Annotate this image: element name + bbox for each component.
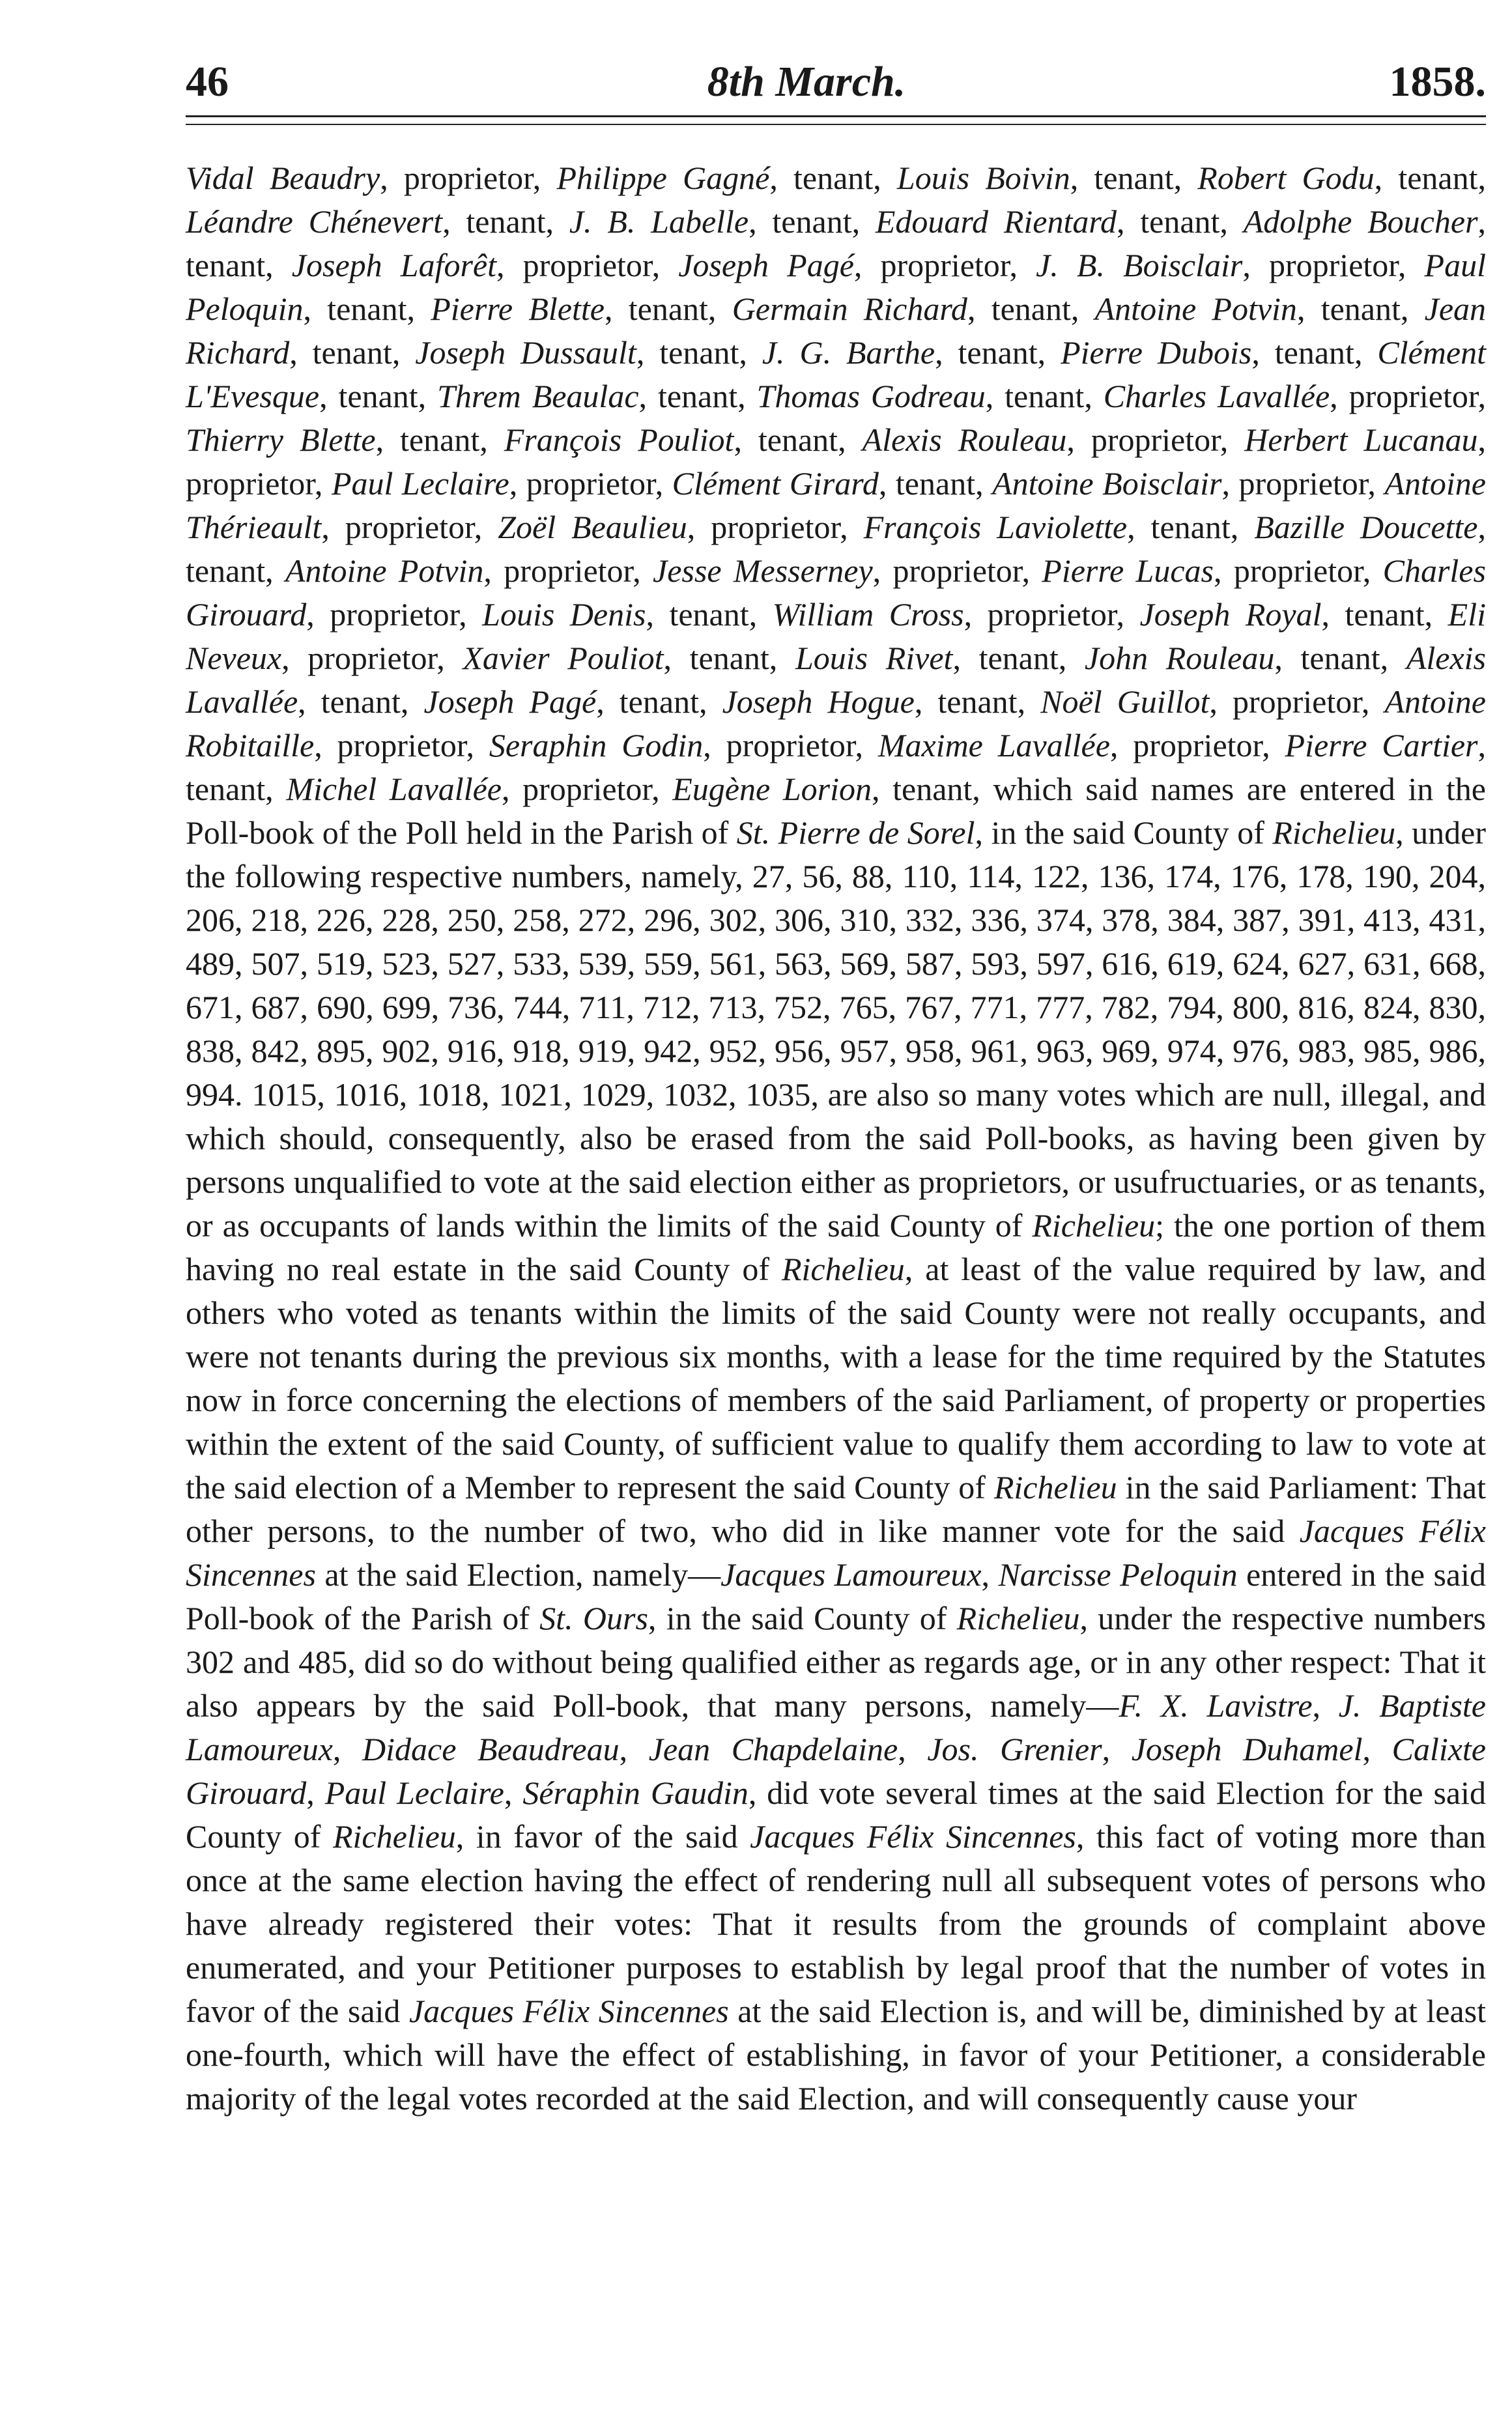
text-segment: , tenant, (878, 465, 993, 502)
italic-name-segment: J. B. Boisclair (1036, 247, 1243, 283)
italic-name-segment: Joseph Pagé (678, 247, 854, 283)
italic-name-segment: J. B. Labelle (569, 203, 749, 240)
text-segment: , tenant, (375, 421, 504, 458)
italic-name-segment: Charles Lavallée (1103, 378, 1330, 414)
italic-name-segment: Jacques Félix Sincennes (408, 1993, 729, 2029)
italic-name-segment: Alexis Lavallée (186, 640, 1486, 720)
italic-name-segment: Adolphe Boucher (1243, 203, 1478, 240)
header-rule-thin (186, 124, 1486, 125)
text-segment: , (619, 1731, 649, 1767)
italic-name-segment: Eli Neveux (186, 596, 1486, 676)
text-segment: , proprietor, (186, 421, 1486, 502)
text-segment: , tenant, (769, 160, 897, 196)
text-segment: , in the said County of (975, 814, 1273, 851)
italic-name-segment: Richelieu (993, 1469, 1117, 1505)
text-segment: , tenant, (646, 596, 773, 633)
text-segment: , tenant, (985, 378, 1104, 414)
text-segment: , proprietor, (1209, 683, 1385, 720)
italic-name-segment: Noël Guillot (1040, 683, 1210, 720)
italic-name-segment: Herbert Lucanau (1244, 421, 1478, 458)
text-segment: , proprietor, (380, 160, 557, 196)
text-segment: , proprietor, (1066, 421, 1245, 458)
italic-name-segment: Narcisse Peloquin (998, 1556, 1238, 1593)
text-segment: , tenant, (935, 334, 1061, 371)
text-segment: , proprietor, (1221, 465, 1385, 502)
text-segment: , (332, 1731, 363, 1767)
italic-name-segment: Alexis Rouleau (862, 421, 1067, 458)
text-segment: , proprietor, (1330, 378, 1487, 414)
text-segment: , tenant, (1374, 160, 1487, 196)
italic-name-segment: F. X. Lavistre (1119, 1687, 1313, 1724)
text-segment: , tenant, (596, 683, 722, 720)
text-segment: , (306, 1775, 325, 1811)
text-segment: at the said Election is, and will be, diminished by at least one-fourth, which will have the effect of establishing, in favor of your Petitioner, a considerable majority of the legal votes recorded at the said Election, and will consequently cause your (186, 1993, 1486, 2117)
text-segment: , (1362, 1731, 1392, 1767)
italic-name-segment: Jesse Messerney (653, 552, 873, 589)
text-segment: at the said Election, namely— (315, 1556, 721, 1593)
text-segment: , tenant, (319, 378, 438, 414)
text-segment: , tenant, (1274, 640, 1406, 676)
italic-name-segment: St. Ours (539, 1600, 648, 1636)
italic-name-segment: Richelieu (1272, 814, 1396, 851)
italic-name-segment: Joseph Royal (1139, 596, 1322, 633)
text-segment: , proprietor, (703, 727, 878, 763)
text-segment: , tenant, (289, 334, 416, 371)
italic-name-segment: Antoine Robitaille (186, 683, 1487, 763)
text-segment: , tenant, (298, 683, 424, 720)
italic-name-segment: Pierre Cartier (1285, 727, 1478, 763)
italic-name-segment: Joseph Laforêt (291, 247, 497, 283)
italic-name-segment: Jean Chapdelaine (648, 1731, 898, 1767)
italic-name-segment: Richelieu (782, 1251, 905, 1287)
text-segment: , proprietor, (963, 596, 1140, 633)
text-segment: , (1312, 1687, 1339, 1724)
italic-name-segment: Robert Godu (1197, 160, 1375, 196)
italic-name-segment: Bazille Doucette (1254, 509, 1478, 545)
italic-name-segment: Joseph Duhamel (1131, 1731, 1363, 1767)
italic-name-segment: Joseph Hogue (722, 683, 915, 720)
text-segment: , proprietor, (1242, 247, 1425, 283)
italic-name-segment: Edouard Rientard (875, 203, 1117, 240)
text-segment: , in favor of the said (455, 1818, 750, 1855)
text-segment: , (981, 1556, 999, 1593)
text-segment: , under the following respective numbers, namely, 27, 56, 88, 110, 114, 122, 136, 174, 176, 178, 190, 204, 206, 218, 226, 228, 250, 258, 272, 296, 302, 306, 310, 332, 336, 374, 378, 384, 387, 391, 413, 431, 489, 507, 519, 523, 527, 533, 539, 559, 561, 563, 569, 587, 593, 597, 616, 619, 624, 627, 631, 668, 671, 687, 690, 699, 736, 744, 711, 712, 713, 752, 765, 767, 771, 777, 782, 794, 800, 816, 824, 830, 838, 842, 895, 902, 916, 918, 919, 942, 952, 956, 957, 958, 961, 963, 969, 974, 976, 983, 985, 986, 994. 1015, 1016, 1018, 1021, 1029, 1032, 1035, are also so many votes which are null, illegal, and which should, consequently, also be erased from the said Poll-books, as having been given by persons unqualified to vote at the said election either as proprietors, or usufructuaries, or as tenants, or as occupants of lands within the limits of the said County of (186, 814, 1486, 1244)
italic-name-segment: Thomas Godreau (756, 378, 986, 414)
text-segment: , tenant, (1251, 334, 1378, 371)
text-segment: , proprietor, (509, 465, 672, 502)
text-segment: , proprietor, (483, 552, 653, 589)
text-segment: , proprietor, (501, 771, 673, 807)
text-segment: , tenant, (636, 334, 762, 371)
italic-name-segment: Louis Rivet (795, 640, 953, 676)
italic-name-segment: Richelieu (1032, 1207, 1156, 1244)
italic-name-segment: Antoine Potvin (285, 552, 484, 589)
text-segment: , did vote several times at the said Election for the said County of (186, 1775, 1487, 1855)
text-segment: , proprietor, (281, 640, 463, 676)
italic-name-segment: Richelieu (956, 1600, 1080, 1636)
text-segment: , tenant, (604, 291, 732, 327)
text-segment: , tenant, (1127, 509, 1255, 545)
italic-name-segment: Eugène Lorion (672, 771, 872, 807)
text-segment: entered in the said Poll-book of the Parish of (186, 1556, 1487, 1636)
italic-name-segment: Zoël Beaulieu (498, 509, 687, 545)
italic-name-segment: Pierre Lucas (1042, 552, 1214, 589)
text-segment: , tenant, (186, 509, 1487, 589)
italic-name-segment: Jean Richard (186, 291, 1487, 371)
italic-name-segment: Charles Girouard (186, 552, 1486, 633)
text-segment: , (1102, 1731, 1132, 1767)
italic-name-segment: Jacques Félix Sincennes (750, 1818, 1076, 1855)
text-segment: , proprietor, (872, 552, 1042, 589)
text-segment: , tenant, (734, 421, 863, 458)
text-segment: , tenant, (1070, 160, 1198, 196)
italic-name-segment: Léandre Chénevert (186, 203, 443, 240)
italic-name-segment: Antoine Potvin (1094, 291, 1297, 327)
italic-name-segment: Xavier Pouliot (463, 640, 664, 676)
italic-name-segment: Pierre Blette (431, 291, 605, 327)
text-segment: , tenant, (1296, 291, 1425, 327)
italic-name-segment: Louis Boivin (896, 160, 1070, 196)
italic-name-segment: Philippe Gagné (556, 160, 770, 196)
text-segment: , proprietor, (1213, 552, 1383, 589)
text-segment: , tenant, (914, 683, 1041, 720)
italic-name-segment: Jacques Félix Sincennes (186, 1513, 1486, 1593)
text-segment: , in the said County of (648, 1600, 957, 1636)
italic-name-segment: Paul Leclaire (331, 465, 509, 502)
text-segment: ; the one portion of them having no real estate in the said County of (186, 1207, 1486, 1287)
text-segment: , tenant, (303, 291, 431, 327)
italic-name-segment: Germain Richard (732, 291, 967, 327)
italic-name-segment: Jacques Lamoureux (720, 1556, 982, 1593)
italic-name-segment: Joseph Pagé (423, 683, 597, 720)
text-segment: , tenant, (1321, 596, 1448, 633)
italic-name-segment: Clément Girard (672, 465, 879, 502)
text-segment: , under the respective numbers 302 and 485, did so do without being qualified either as regards age, or in any other respect: That it also appears by the said Poll-book, that many persons, namely— (186, 1600, 1486, 1724)
text-segment: , proprietor, (853, 247, 1036, 283)
italic-name-segment: Seraphin Godin (489, 727, 704, 763)
italic-name-segment: Threm Beaulac (437, 378, 639, 414)
text-segment: , (898, 1731, 928, 1767)
text-segment: , proprietor, (314, 727, 489, 763)
header-date: 8th March. (707, 58, 906, 106)
italic-name-segment: Didace Beaudreau (362, 1731, 620, 1767)
italic-name-segment: Richelieu (332, 1818, 456, 1855)
italic-name-segment: Louis Denis (482, 596, 646, 633)
italic-name-segment: Thierry Blette (186, 421, 376, 458)
italic-name-segment: Clément L'Evesque (186, 334, 1487, 414)
running-header (186, 57, 1486, 116)
text-segment: , tenant, (663, 640, 795, 676)
italic-name-segment: William Cross (772, 596, 964, 633)
text-segment: , proprietor, (321, 509, 498, 545)
text-segment: , tenant, (442, 203, 569, 240)
italic-name-segment: Jos. Grenier (927, 1731, 1102, 1767)
italic-name-segment: Paul Peloquin (186, 247, 1486, 327)
text-segment: , tenant, (638, 378, 757, 414)
text-segment: , tenant, which said names are entered in the Poll-book of the Poll held in the Parish of (186, 771, 1486, 851)
italic-name-segment: St. Pierre de Sorel (736, 814, 975, 851)
italic-name-segment: Antoine Boisclair (992, 465, 1222, 502)
text-segment: , tenant, (749, 203, 876, 240)
italic-name-segment: J. Baptiste Lamoureux (186, 1687, 1486, 1767)
text-segment: , this fact of voting more than once at the same election having the effect of rendering null all subsequent votes of persons who have already registered their votes: That it results from the grounds of complaint above enumerated, and your Petitioner purposes to establish by legal proof that the number of votes in favor of the said (186, 1818, 1487, 2029)
text-segment: , proprietor, (1109, 727, 1285, 763)
header-rule-thick (186, 115, 1486, 117)
text-segment: , tenant, (967, 291, 1095, 327)
italic-name-segment: François Pouliot (504, 421, 734, 458)
italic-name-segment: Antoine Thérieault (186, 465, 1486, 545)
text-segment: , proprietor, (687, 509, 864, 545)
italic-name-segment: Maxime Lavallée (877, 727, 1110, 763)
text-segment: , tenant, (186, 727, 1486, 807)
text-segment: , at least of the value required by law, and others who voted as tenants within the limits of the said County were not really occupants, and were not tenants during the previous six months, with a lease for the time required by the Statutes now in force concerning the elections of members of the said Parliament, of property or properties within the extent of the said County, of sufficient value to qualify them according to law to vote at the said election of a Member to represent the said County of (186, 1251, 1486, 1505)
italic-name-segment: J. G. Barthe (762, 334, 935, 371)
text-segment: , tenant, (1116, 203, 1244, 240)
italic-name-segment: Michel Lavallée (286, 771, 502, 807)
italic-name-segment: Calixte Girouard (186, 1731, 1487, 1811)
body-paragraph (186, 156, 1486, 2120)
italic-name-segment: Paul Leclaire (324, 1775, 504, 1811)
text-segment: , (504, 1775, 523, 1811)
text-segment: , tenant, (186, 203, 1487, 283)
text-segment: , tenant, (952, 640, 1085, 676)
header-year: 1858. (1389, 58, 1486, 106)
italic-name-segment: Joseph Dussault (415, 334, 636, 371)
italic-name-segment: Pierre Dubois (1061, 334, 1252, 371)
text-segment: in the said Parliament: That other persons, to the number of two, who did in like manner vote for the said (186, 1469, 1486, 1549)
page-number: 46 (186, 58, 229, 106)
italic-name-segment: François Laviolette (863, 509, 1128, 545)
italic-name-segment: Vidal Beaudry (186, 160, 380, 196)
italic-name-segment: Séraphin Gaudin (522, 1775, 749, 1811)
italic-name-segment: John Rouleau (1084, 640, 1275, 676)
text-segment: , proprietor, (496, 247, 679, 283)
text-segment: , proprietor, (306, 596, 483, 633)
